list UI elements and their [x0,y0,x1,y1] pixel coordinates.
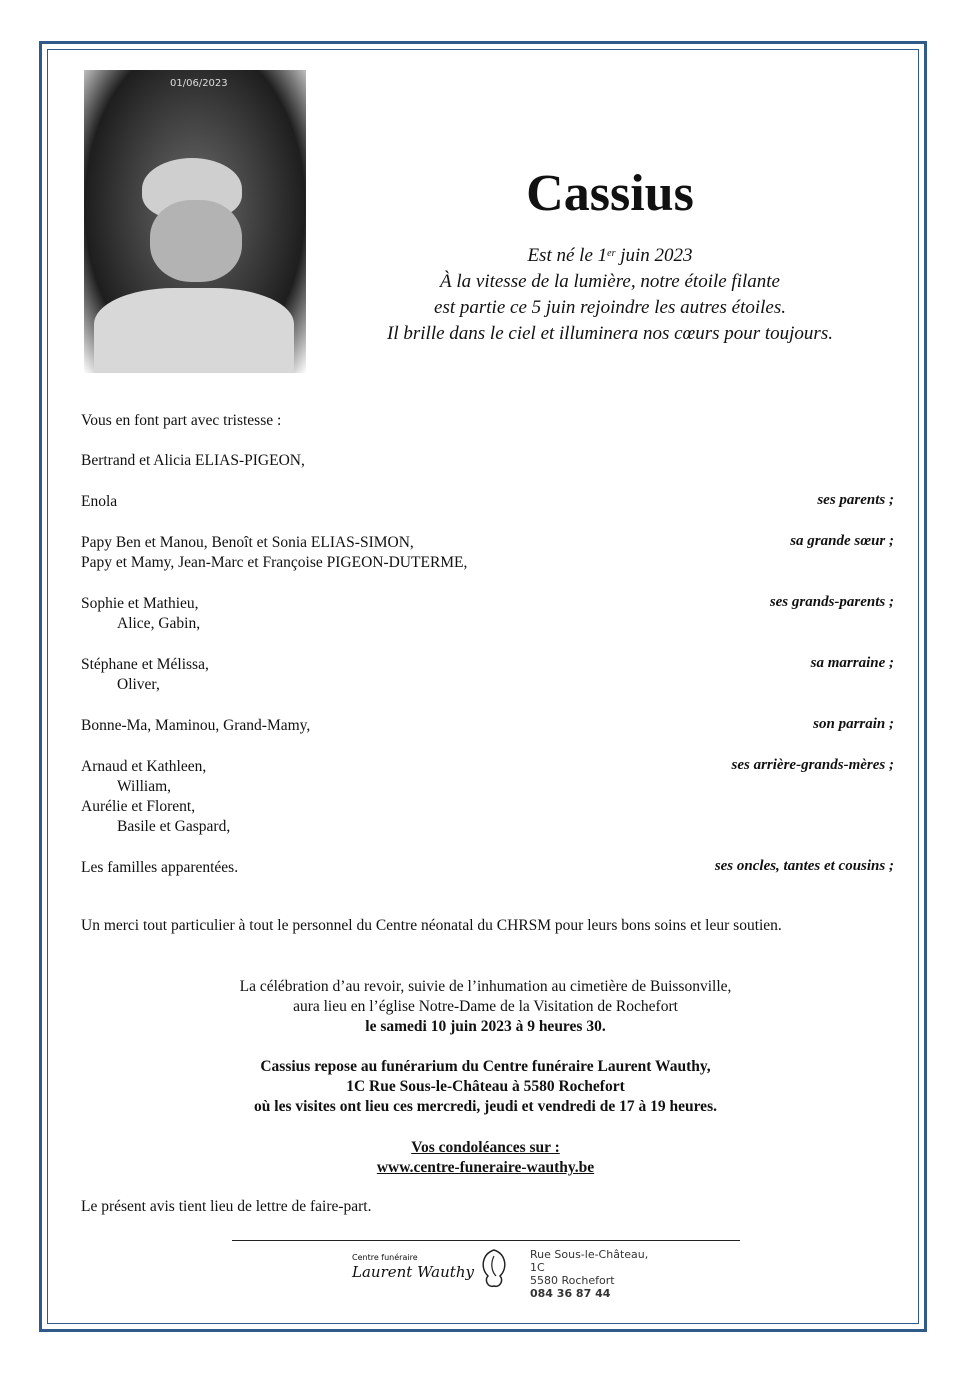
epitaph [330,243,890,347]
family-member-line [81,656,894,676]
ceremony-line-1: La célébration d’au revoir, suivie de l’inhumation au cimetière de Buissonville, [239,978,732,995]
family-member-text: Bonne-Ma, Maminou, Grand-Mamy, [81,717,311,734]
funerarium-line-1: Cassius repose au funérarium du Centre funéraire Laurent Wauthy, [260,1058,711,1075]
deceased-name: Cassius [526,165,694,222]
logo-small-text: Centre funéraire [352,1253,418,1262]
family-member-line [81,717,894,737]
closing-text: Le présent avis tient lieu de lettre de faire-part. [81,1198,372,1215]
family-member-text: Stéphane et Mélissa, [81,656,209,673]
family-member-text: William, [117,778,172,795]
logo-address-city: 5580 Rochefort [530,1274,615,1287]
family-member-line [81,534,894,554]
logo-phone: 084 36 87 44 [530,1287,611,1300]
epitaph-line-4: Il brille dans le ciel et illuminera nos cœurs pour toujours. [387,323,833,344]
family-member-line [81,615,894,635]
condolences-link[interactable]: www.centre-funeraire-wauthy.be [376,1159,595,1176]
family-member-line [81,859,894,879]
logo-address [530,1248,656,1300]
relation-text: ses grands-parents ; [769,594,894,610]
relation-text: son parrain ; [813,716,894,732]
family-member-line [81,452,894,472]
ceremony-date: le samedi 10 juin 2023 à 9 heures 30. [365,1018,606,1035]
family-member-text: Les familles apparentées. [81,859,239,876]
relation-text: ses arrière-grands-mères ; [731,757,894,773]
family-member-text: Oliver, [117,676,160,693]
family-member-text: Basile et Gaspard, [117,818,231,835]
funerarium-block [100,1057,871,1117]
ceremony-line-2: aura lieu en l’église Notre-Dame de la Visitation de Rochefort [293,998,678,1015]
ceremony-block [100,977,871,1037]
epitaph-line-3: est partie ce 5 juin rejoindre les autres étoiles. [434,297,786,318]
epitaph-birth: Est né le 1 [527,245,608,266]
family-member-line [81,676,894,696]
epitaph-line-2: À la vitesse de la lumière, notre étoile filante [440,271,780,292]
family-member-text: Alice, Gabin, [117,615,201,632]
portrait-photo [84,70,306,373]
family-member-text: Enola [81,493,118,510]
photo-date-stamp: 01/06/2023 [170,78,228,89]
family-member-line [81,493,894,513]
epitaph-line-1 [330,243,890,269]
family-member-line [81,595,894,615]
funerarium-line-3: où les visites ont lieu ces mercredi, jeudi et vendredi de 17 à 19 heures. [254,1098,717,1115]
family-member-text: Aurélie et Florent, [81,798,196,815]
logo-name: Laurent Wauthy [352,1263,474,1281]
relation-text: sa marraine ; [810,655,894,671]
funerarium-line-2: 1C Rue Sous-le-Château à 5580 Rochefort [346,1078,625,1095]
relation-text: ses oncles, tantes et cousins ; [714,858,894,874]
epitaph-birth-date: juin 2023 [615,245,693,266]
family-member-line [81,554,894,574]
epitaph-sup: er [607,248,616,259]
condolences-block [100,1138,871,1178]
intro-text: Vous en font part avec tristesse : [81,412,282,429]
family-member-line [81,778,894,798]
footer-rule [232,1240,740,1241]
logo-address-street: Rue Sous-le-Château, 1C [530,1248,649,1274]
family-member-text: Arnaud et Kathleen, [81,758,207,775]
condolences-label: Vos condoléances sur : [411,1139,560,1156]
relation-text: sa grande sœur ; [790,533,894,549]
family-member-line [81,798,894,818]
family-member-text: Papy et Mamy, Jean-Marc et Françoise PIGEON-DUTERME, [81,554,468,571]
funeral-home-logo [346,1244,656,1300]
photo-face [150,200,242,282]
lily-icon [474,1246,514,1290]
family-member-line [81,818,894,838]
thanks-text: Un merci tout particulier à tout le personnel du Centre néonatal du CHRSM pour leurs bons soins et leur soutien. [81,917,782,934]
photo-blanket [94,288,294,373]
family-member-text: Papy Ben et Manou, Benoît et Sonia ELIAS-SIMON, [81,534,414,551]
family-member-text: Bertrand et Alicia ELIAS-PIGEON, [81,452,305,469]
family-member-line [81,758,894,778]
relation-text: ses parents ; [817,492,894,508]
family-member-text: Sophie et Mathieu, [81,595,199,612]
